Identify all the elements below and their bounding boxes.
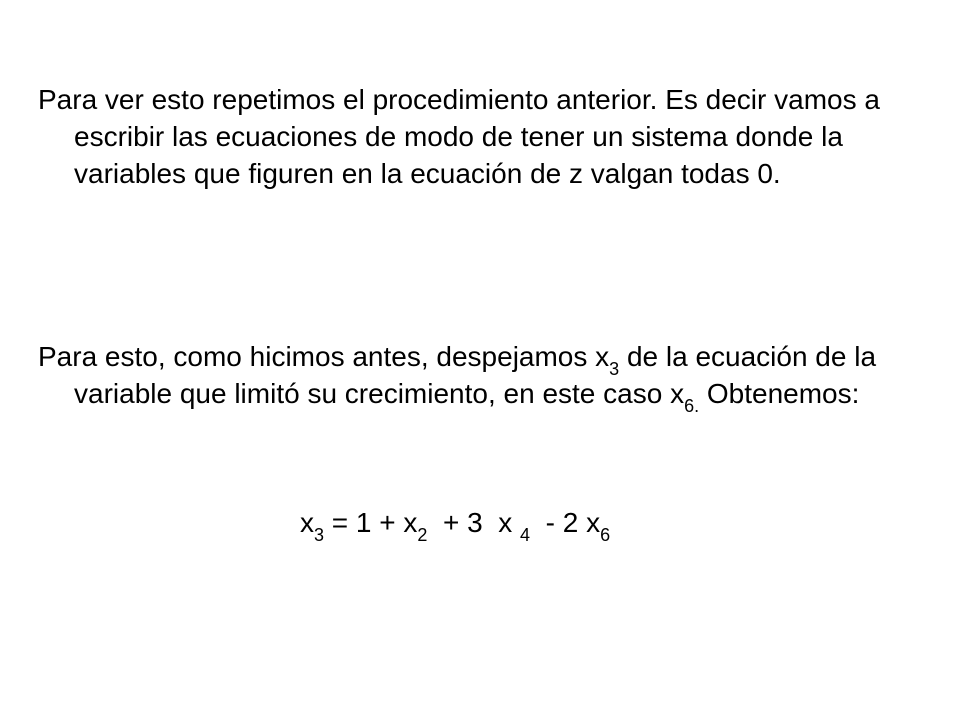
equation-subscript-4: 4 [520, 525, 531, 545]
equation-x3 [300, 504, 611, 545]
equation-lhs-subscript: 3 [314, 525, 325, 545]
paragraph-procedure-text: Para ver esto repetimos el procedimiento anterior. Es decir vamos a escribir las ecuaciones de modo de tener un sistema donde la variables que figuren en la ecuación de z valgan todas 0. [38, 84, 880, 189]
paragraph-isolate-variable [38, 338, 954, 416]
subscript-x6: 6. [684, 396, 700, 416]
equation-subscript-6: 6 [600, 525, 611, 545]
paragraph-procedure [38, 81, 954, 192]
equation-subscript-2: 2 [417, 525, 428, 545]
equation-part-3: - 2 x [530, 507, 601, 538]
equation-part-1: = 1 + x [324, 507, 418, 538]
paragraph-isolate-text-2: de la ecuación de la variable que limitó su crecimiento, en este caso x [74, 341, 877, 409]
equation-part-2: + 3 x [427, 507, 521, 538]
subscript-x3: 3 [609, 359, 620, 379]
paragraph-isolate-text-1: Para esto, como hicimos antes, despejamos x [38, 341, 610, 372]
paragraph-isolate-text-3: Obtenemos: [699, 378, 860, 409]
equation-lhs-variable: x [300, 507, 314, 538]
